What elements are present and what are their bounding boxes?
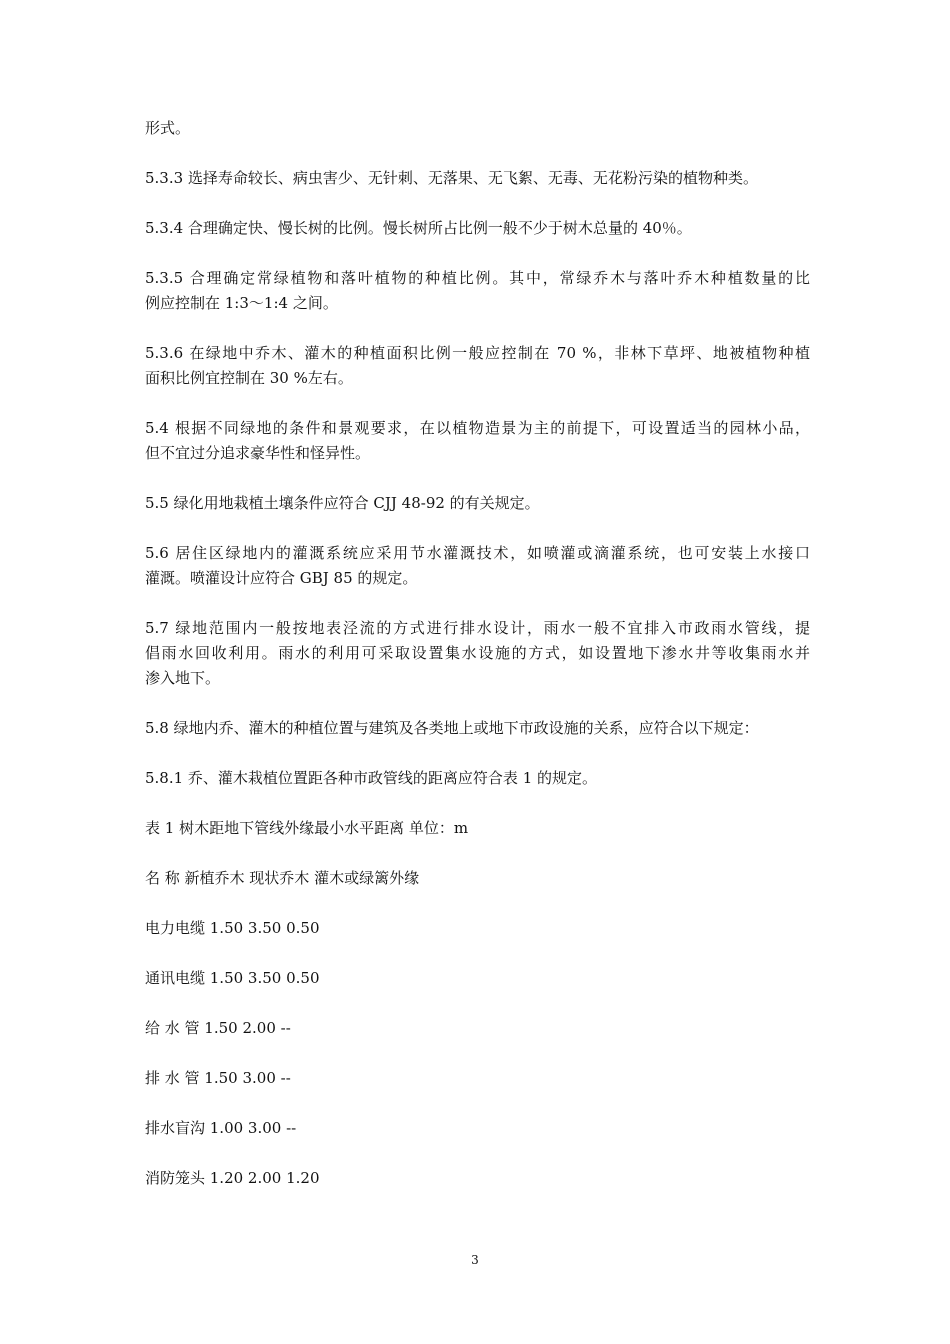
- paragraph-line: 但不宜过分追求豪华性和怪异性。: [145, 444, 371, 462]
- paragraph-line: 倡雨水回收利用。雨水的利用可采取设置集水设施的方式，如设置地下渗水井等收集雨水并: [145, 644, 810, 662]
- paragraph-line: 5.3.4 合理确定快、慢长树的比例。慢长树所占比例一般不少于树木总量的 40％。: [145, 219, 692, 237]
- table-row: 排 水 管 1.50 3.00 --: [145, 1069, 291, 1087]
- paragraph-line: 5.5 绿化用地栽植土壤条件应符合 CJJ 48-92 的有关规定。: [145, 494, 540, 512]
- paragraph-line: 5.8 绿地内乔、灌木的种植位置与建筑及各类地上或地下市政设施的关系，应符合以下规定：: [145, 719, 759, 737]
- table-row: 电力电缆 1.50 3.50 0.50: [145, 919, 320, 937]
- table-caption: 表 1 树木距地下管线外缘最小水平距离 单位：m: [145, 819, 469, 837]
- page-number: 3: [471, 1253, 479, 1267]
- paragraph-line: 面积比例宜控制在 30 %左右。: [145, 369, 353, 387]
- paragraph-line: 5.8.1 乔、灌木栽植位置距各种市政管线的距离应符合表 1 的规定。: [145, 769, 598, 787]
- paragraph-line: 例应控制在 1:3～1:4 之间。: [145, 294, 338, 312]
- paragraph-line: 5.3.3 选择寿命较长、病虫害少、无针刺、无落果、无飞絮、无毒、无花粉污染的植物种类。: [145, 169, 758, 187]
- table-header: 名 称 新植乔木 现状乔木 灌木或绿篱外缘: [145, 869, 420, 887]
- table-row: 给 水 管 1.50 2.00 --: [145, 1019, 291, 1037]
- paragraph-line: 5.4 根据不同绿地的条件和景观要求，在以植物造景为主的前提下，可设置适当的园林小品，: [145, 419, 810, 437]
- paragraph-line: 5.6 居住区绿地内的灌溉系统应采用节水灌溉技术，如喷灌或滴灌系统，也可安装上水接口: [145, 544, 810, 562]
- paragraph-line: 渗入地下。: [145, 669, 221, 687]
- table-row: 消防笼头 1.20 2.00 1.20: [145, 1169, 320, 1187]
- paragraph-line: 形式。: [145, 119, 191, 137]
- paragraph-line: 5.3.5 合理确定常绿植物和落叶植物的种植比例。其中，常绿乔木与落叶乔木种植数量的比: [145, 269, 810, 287]
- paragraph-line: 灌溉。喷灌设计应符合 GBJ 85 的规定。: [145, 569, 418, 587]
- table-row: 通讯电缆 1.50 3.50 0.50: [145, 969, 320, 987]
- paragraph-line: 5.3.6 在绿地中乔木、灌木的种植面积比例一般应控制在 70 %，非林下草坪、地被植物种植: [145, 344, 810, 362]
- paragraph-line: 5.7 绿地范围内一般按地表泾流的方式进行排水设计，雨水一般不宜排入市政雨水管线，提: [145, 619, 810, 637]
- table-row: 排水盲沟 1.00 3.00 --: [145, 1119, 297, 1137]
